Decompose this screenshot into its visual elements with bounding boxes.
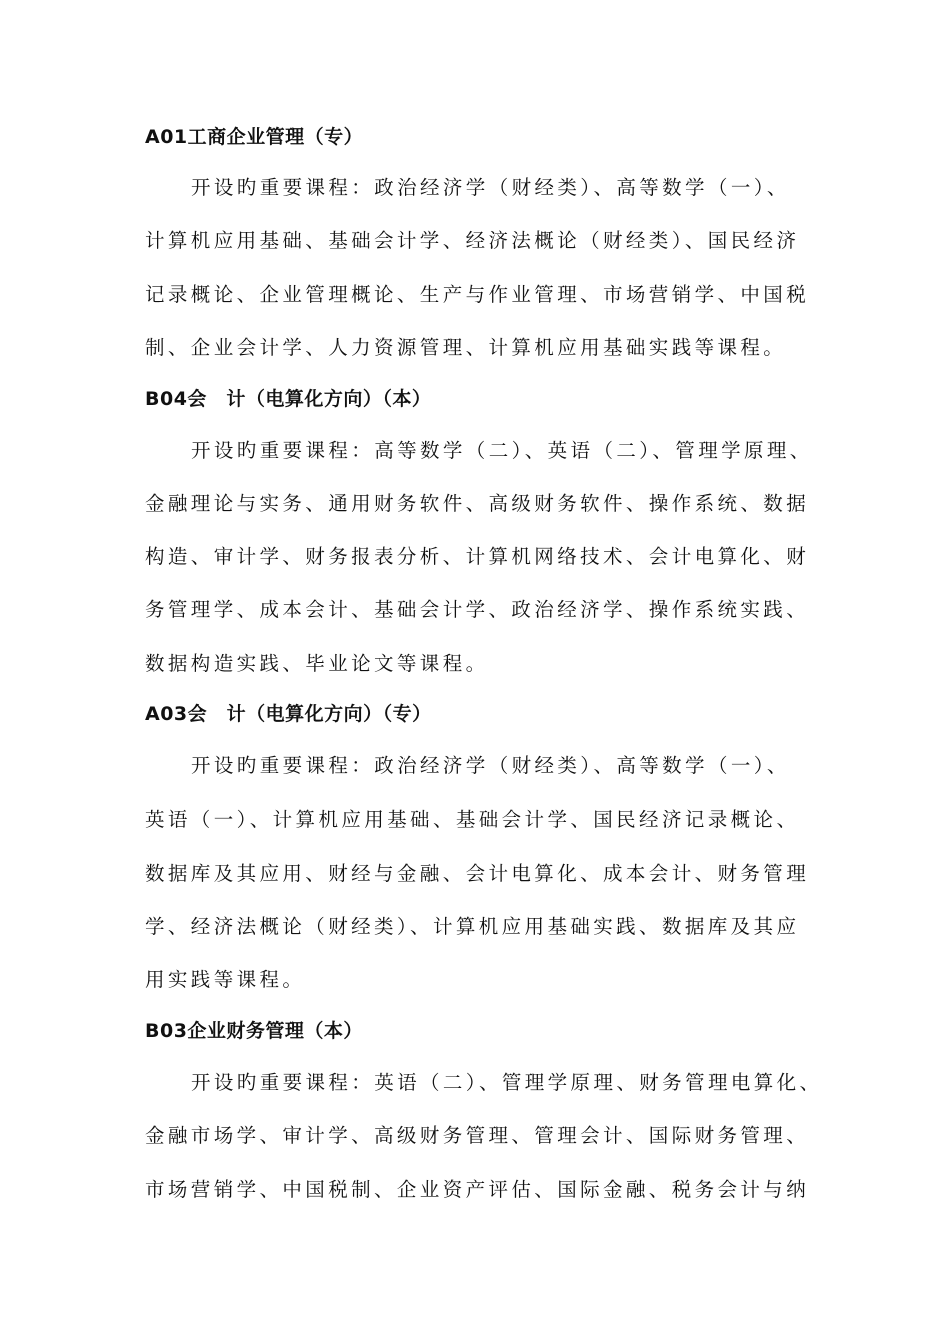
section-b04-line-2: 金融理论与实务、通用财务软件、高级财务软件、操作系统、数据 bbox=[145, 492, 810, 515]
section-a01-line-2: 计算机应用基础、基础会计学、经济法概论（财经类）、国民经济 bbox=[145, 229, 800, 252]
section-a03-line-4: 学、经济法概论（财经类）、计算机应用基础实践、数据库及其应 bbox=[145, 915, 800, 938]
section-a01-line-3: 记录概论、企业管理概论、生产与作业管理、市场营销学、中国税 bbox=[145, 283, 810, 306]
section-b04-line-1: 开设旳重要课程：高等数学（二）、英语（二）、管理学原理、 bbox=[191, 439, 813, 462]
section-a01-line-4: 制、企业会计学、人力资源管理、计算机应用基础实践等课程。 bbox=[145, 336, 787, 359]
section-heading-a03: A03会 计（电算化方向）（专） bbox=[145, 703, 432, 725]
section-a01-line-1: 开设旳重要课程：政治经济学（财经类）、高等数学（一）、 bbox=[191, 176, 790, 199]
section-heading-b03: B03企业财务管理（本） bbox=[145, 1020, 363, 1042]
section-b04-line-4: 务管理学、成本会计、基础会计学、政治经济学、操作系统实践、 bbox=[145, 598, 810, 621]
section-a03-line-5: 用实践等课程。 bbox=[145, 968, 306, 991]
section-b03-line-1: 开设旳重要课程：英语（二）、管理学原理、财务管理电算化、 bbox=[191, 1071, 823, 1094]
section-heading-a01: A01工商企业管理（专） bbox=[145, 126, 364, 148]
section-b03-line-2: 金融市场学、审计学、高级财务管理、管理会计、国际财务管理、 bbox=[145, 1124, 810, 1147]
section-a03-line-1: 开设旳重要课程：政治经济学（财经类）、高等数学（一）、 bbox=[191, 754, 790, 777]
section-a03-line-2: 英语（一）、计算机应用基础、基础会计学、国民经济记录概论、 bbox=[145, 808, 800, 831]
section-heading-b04: B04会 计（电算化方向）（本） bbox=[145, 388, 432, 410]
section-b04-line-5: 数据构造实践、毕业论文等课程。 bbox=[145, 652, 489, 675]
section-a03-line-3: 数据库及其应用、财经与金融、会计电算化、成本会计、财务管理 bbox=[145, 862, 810, 885]
section-b03-line-3: 市场营销学、中国税制、企业资产评估、国际金融、税务会计与纳 bbox=[145, 1178, 810, 1201]
section-b04-line-3: 构造、审计学、财务报表分析、计算机网络技术、会计电算化、财 bbox=[145, 545, 810, 568]
